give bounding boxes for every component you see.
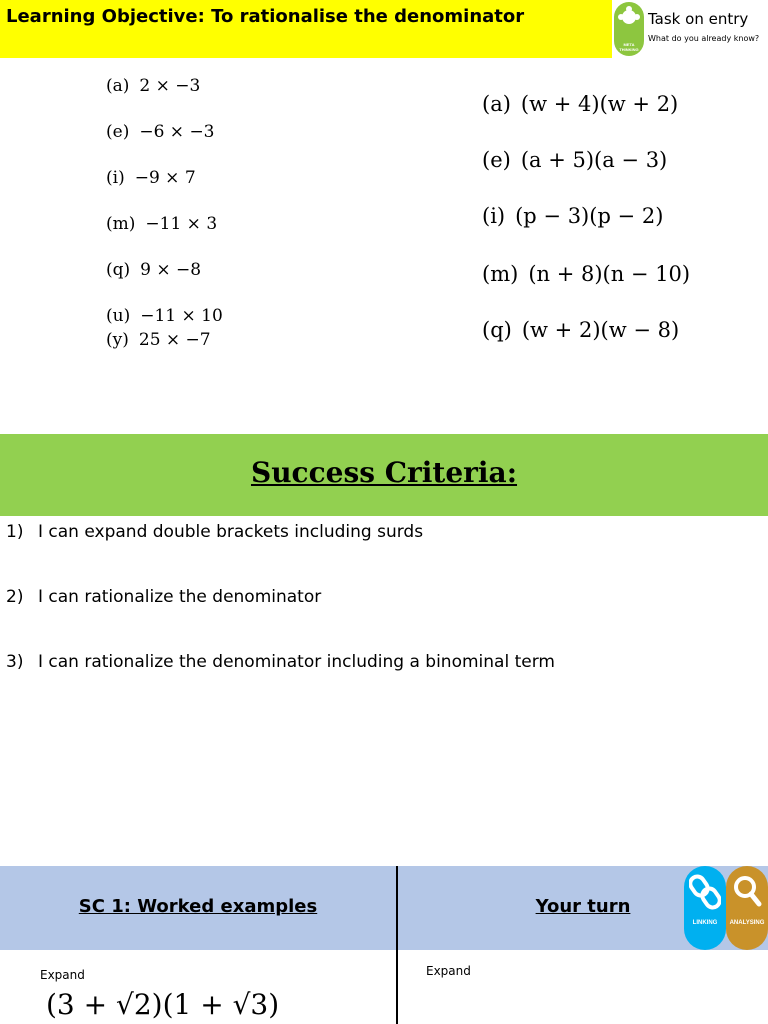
starter-left-item: (q) 9 × −8 (106, 260, 202, 280)
meta-thinking-label: META THINKING (619, 42, 639, 52)
analysing-badge (726, 866, 768, 950)
analysing-label: ANALYSING (729, 920, 765, 926)
starter-right-item: (q) (w + 2)(w − 8) (482, 318, 680, 342)
starter-right-item: (e) (a + 5)(a − 3) (482, 148, 668, 172)
starter-left-item: (u) −11 × 10 (106, 306, 223, 326)
starter-right-item: (m) (n + 8)(n − 10) (482, 262, 691, 286)
worked-examples-heading: SC 1: Worked examples (78, 896, 318, 917)
puzzle-icon (618, 6, 640, 28)
magnifier-icon (731, 872, 763, 912)
linking-badge (684, 866, 726, 950)
starter-left-item: (y) 25 × −7 (106, 330, 211, 350)
chain-link-icon (689, 872, 721, 912)
header-bar (0, 0, 768, 58)
criterion-item: 3) I can rationalize the denominator including a binominal term (6, 652, 555, 672)
task-on-entry-box (612, 0, 768, 58)
success-criteria-band (0, 434, 768, 516)
criterion-item: 2) I can rationalize the denominator (6, 587, 322, 607)
criterion-item: 1) I can expand double brackets including surds (6, 522, 424, 542)
task-on-entry-title: Task on entry (648, 10, 749, 28)
starter-right-item: (i) (p − 3)(p − 2) (482, 204, 664, 228)
expand-label-left: Expand (40, 968, 85, 982)
starter-left-item: (m) −11 × 3 (106, 214, 218, 234)
starter-left-item: (i) −9 × 7 (106, 168, 196, 188)
linking-label: LINKING (692, 920, 718, 926)
learning-objective-title: Learning Objective: To rationalise the denominator (6, 6, 525, 27)
expand-label-right: Expand (426, 964, 471, 978)
starter-left-item: (e) −6 × −3 (106, 122, 215, 142)
success-criteria-title: Success Criteria: (250, 456, 518, 489)
task-on-entry-subtitle: What do you already know? (648, 34, 760, 43)
meta-thinking-badge (614, 2, 644, 56)
starter-left-item: (a) 2 × −3 (106, 76, 201, 96)
your-turn-heading: Your turn (535, 896, 631, 917)
starter-right-item: (a) (w + 4)(w + 2) (482, 92, 679, 116)
column-divider (396, 866, 398, 1024)
worked-examples-header (0, 866, 768, 950)
worked-example-expression: (3 + √2)(1 + √3) (46, 988, 280, 1021)
